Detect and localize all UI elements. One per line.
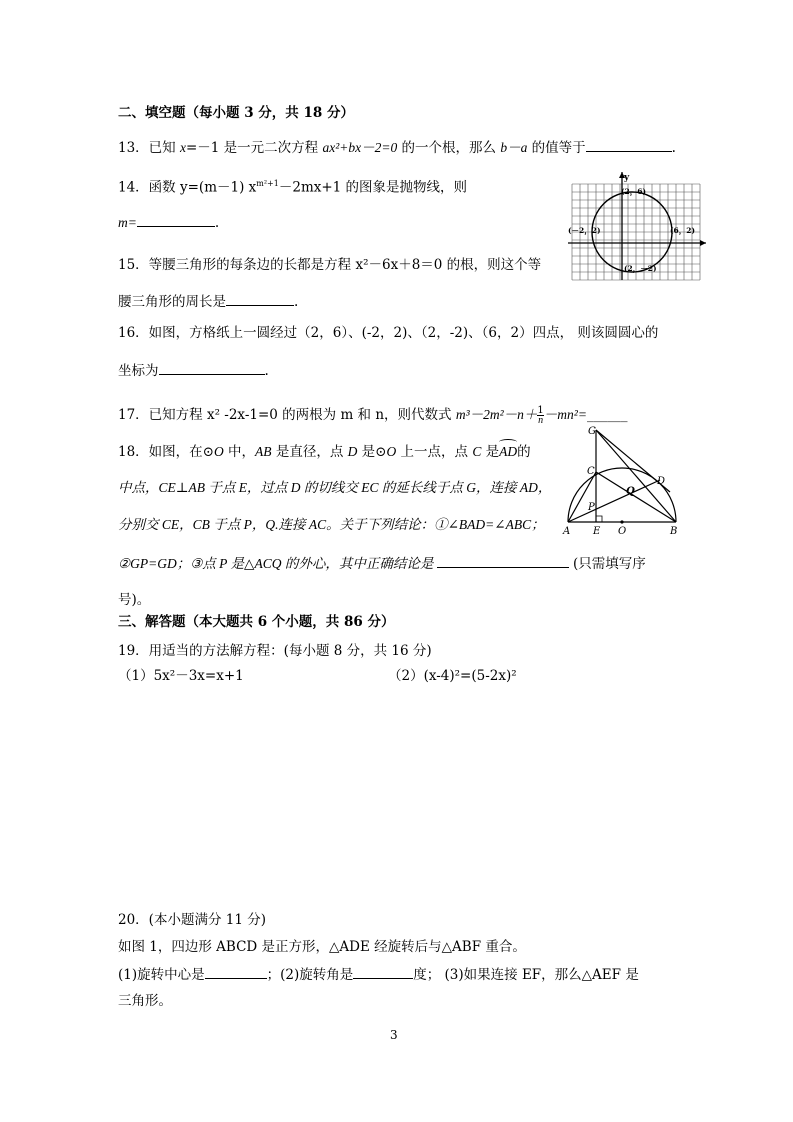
label-G: G bbox=[588, 426, 596, 437]
point-2-6: (2，6) bbox=[621, 187, 647, 196]
q18-l4-text: ②GP=GD；③点 P 是△ACQ 的外心，其中正确结论是 bbox=[118, 556, 437, 571]
q14-exponent: m²+1 bbox=[256, 179, 279, 188]
q13-answer-blank[interactable] bbox=[586, 137, 672, 152]
question-20: 20．(本小题满分 11 分) bbox=[118, 912, 266, 928]
question-13 bbox=[118, 137, 676, 158]
page-number: 3 bbox=[390, 1028, 398, 1042]
q20-text2: ；(2)旋转角是 bbox=[266, 967, 354, 983]
q17-frac-num: 1 bbox=[537, 405, 544, 416]
q18-text2: 中， bbox=[223, 444, 256, 460]
q13-text: 13．已知 bbox=[118, 140, 180, 156]
label-E: E bbox=[593, 526, 601, 537]
q18-text4: 是⊙ bbox=[357, 444, 387, 460]
question-17 bbox=[118, 405, 627, 425]
question-15: 15．等腰三角形的每条边的长都是方程 x²－6x＋8＝0 的根，则这个等 bbox=[118, 257, 542, 273]
question-16-line2 bbox=[118, 360, 269, 381]
point-6-2: (6，2) bbox=[670, 226, 696, 235]
q16-answer-blank[interactable] bbox=[159, 360, 265, 375]
q20-text3: 度； (3)如果连接 EF，那么△AEF 是 bbox=[413, 967, 639, 983]
q16-end: . bbox=[264, 363, 269, 379]
q13-expression: b－a bbox=[500, 140, 528, 155]
q14-answer-blank[interactable] bbox=[137, 212, 215, 227]
question-16: 16．如图，方格纸上一圆经过（2，6）、(-2，2)、（2，-2)、（6，2）四点， 则该圆圆心的 bbox=[118, 325, 659, 341]
q18-O: O bbox=[214, 444, 224, 459]
q13-x: x bbox=[179, 140, 186, 155]
question-20-line1: 如图 1，四边形 ABCD 是正方形，△ADE 经旋转后与△ABF 重合。 bbox=[118, 939, 526, 955]
q18-C: C bbox=[472, 444, 482, 459]
grid-circle-figure bbox=[560, 170, 710, 285]
q15-end: . bbox=[294, 294, 299, 310]
q13-equation: ax²+bx－2=0 bbox=[322, 140, 398, 155]
q18-arc-AD bbox=[499, 442, 517, 462]
question-19-part1: （1）5x²－3x=x+1 bbox=[118, 668, 244, 684]
question-18-line3: 分别交 CE，CB 于点 P，Q.连接 AC。关于下列结论：①∠BAD=∠ABC； bbox=[118, 517, 545, 532]
q20-angle-blank[interactable] bbox=[353, 964, 413, 979]
q13-end: . bbox=[671, 140, 676, 156]
chord-AC bbox=[568, 472, 596, 522]
label-P: P bbox=[588, 502, 595, 513]
q16-text2: 坐标为 bbox=[118, 363, 159, 379]
q15-text2: 腰三角形的周长是 bbox=[118, 294, 226, 310]
q14-end: . bbox=[214, 215, 220, 231]
label-Q: Q bbox=[626, 486, 635, 497]
question-18-line5: 号)。 bbox=[118, 592, 151, 608]
center-O-dot bbox=[620, 520, 623, 523]
point-neg2-2: (－2，2) bbox=[568, 226, 601, 235]
q15-answer-blank[interactable] bbox=[226, 291, 294, 306]
label-O: O bbox=[618, 526, 627, 537]
label-B: B bbox=[670, 526, 678, 537]
q18-arc-label: AD bbox=[499, 444, 518, 459]
q13-text3: 的一个根，那么 bbox=[397, 140, 501, 156]
x-axis-arrow-icon bbox=[700, 240, 706, 246]
q18-D: D bbox=[347, 444, 358, 459]
label-A: A bbox=[563, 526, 571, 537]
q18-text7: 的 bbox=[517, 444, 531, 460]
q17-expression2: －mn²= bbox=[543, 407, 587, 422]
question-15-line2 bbox=[118, 291, 298, 312]
q18-AB: AB bbox=[255, 444, 272, 459]
question-18 bbox=[118, 442, 531, 462]
q14-text: 14．函数 bbox=[118, 179, 180, 196]
q18-text6: 是 bbox=[481, 444, 500, 460]
section3-heading: 三、解答题（本大题共 6 个小题，共 86 分） bbox=[118, 614, 395, 630]
q14-text2: 的图象是抛物线，则 bbox=[341, 179, 468, 196]
question-18-line4 bbox=[118, 553, 646, 574]
section2-heading: 二、填空题（每小题 3 分，共 18 分） bbox=[118, 105, 354, 121]
q18-text3: 是直径，点 bbox=[271, 444, 348, 460]
q18-answer-blank[interactable] bbox=[437, 553, 569, 568]
question-20-line2 bbox=[118, 964, 639, 985]
q17-text: 17．已知方程 x² -2x-1=0 的两根为 m 和 n，则代数式 bbox=[118, 407, 456, 423]
question-19-part2: （2）(x-4)²=(5-2x)² bbox=[388, 668, 517, 684]
q14-function2: －2mx+1 bbox=[278, 179, 342, 196]
label-C: C bbox=[587, 466, 595, 477]
q20-center-blank[interactable] bbox=[205, 964, 267, 979]
q18-text: 18．如图，在⊙ bbox=[118, 444, 214, 460]
q17-answer-blank[interactable]: ______ bbox=[586, 407, 628, 423]
q14-function: y=(m－1) x bbox=[179, 179, 257, 196]
q18-O2: O bbox=[386, 444, 397, 459]
right-angle-mark bbox=[596, 516, 602, 522]
q17-expression: m³－2m²－n＋ bbox=[455, 407, 538, 422]
q18-text5: 上一点，点 bbox=[396, 444, 473, 460]
q14-m: m= bbox=[118, 215, 137, 230]
q20-text: (1)旋转中心是 bbox=[118, 967, 205, 983]
question-19: 19．用适当的方法解方程：(每小题 8 分，共 16 分) bbox=[118, 643, 432, 659]
circle-geometry-figure bbox=[560, 422, 690, 540]
y-label: y bbox=[624, 173, 630, 183]
question-14 bbox=[118, 174, 467, 198]
arc-mark-icon bbox=[499, 439, 517, 445]
question-14-line2 bbox=[118, 212, 219, 233]
q13-text2: =－1 是一元二次方程 bbox=[185, 140, 323, 156]
point-2-neg2: (2，－2) bbox=[624, 264, 657, 273]
question-18-line2: 中点，CE⊥AB 于点 E，过点 D 的切线交 EC 的延长线于点 G，连接 AD， bbox=[118, 480, 552, 495]
q17-frac-den: n bbox=[538, 415, 544, 426]
label-D: D bbox=[657, 476, 666, 487]
question-20-line3: 三角形。 bbox=[118, 993, 172, 1009]
q18-l4-text2: (只需填写序 bbox=[568, 556, 646, 572]
q13-text4: 的值等于 bbox=[527, 140, 586, 156]
